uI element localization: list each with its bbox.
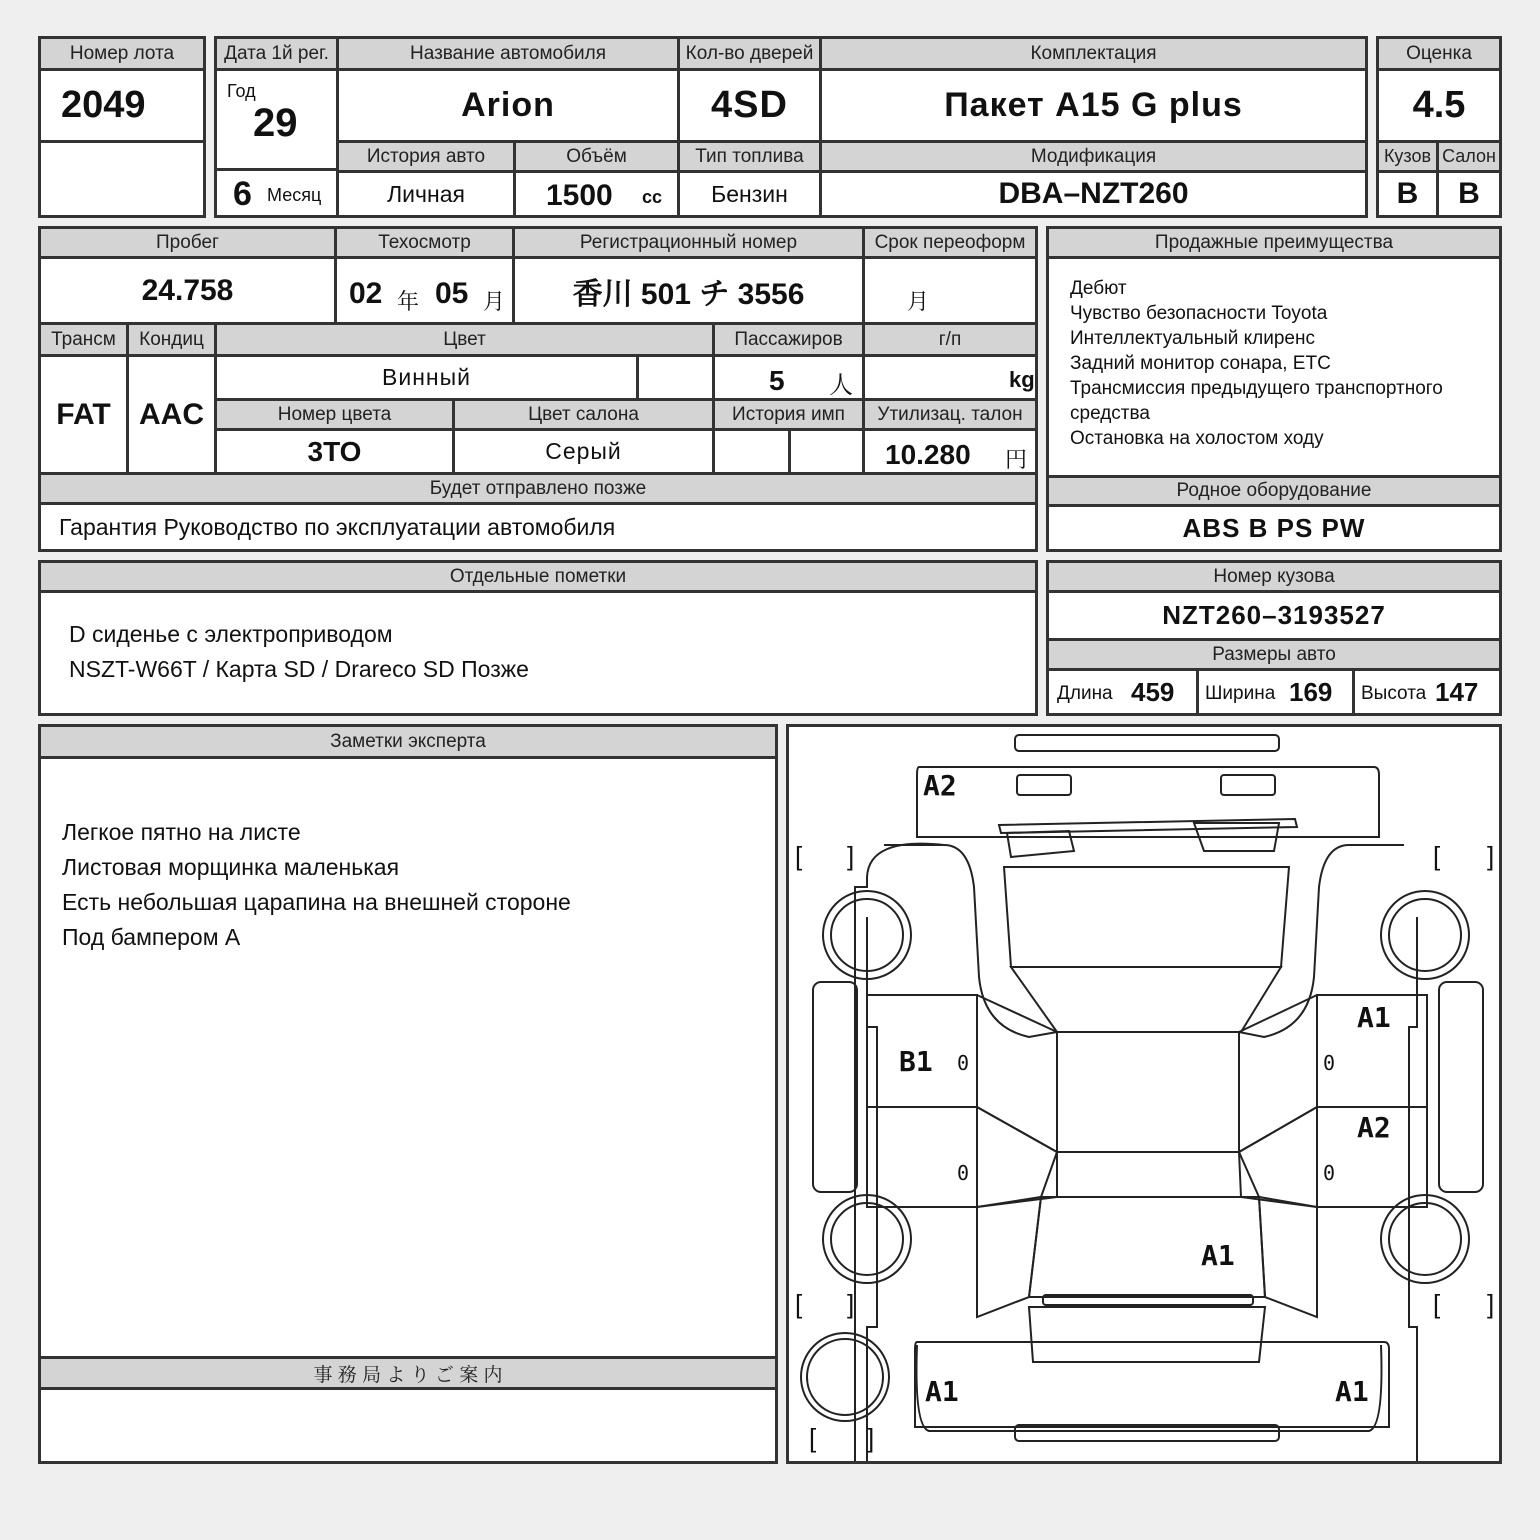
passengers-unit: 人 <box>829 372 853 399</box>
expert-line: Легкое пятно на листе <box>62 819 301 845</box>
import-history-label: История имп <box>715 401 865 431</box>
height-cell <box>1355 671 1499 713</box>
zero-marker: 0 <box>1323 1161 1336 1185</box>
car-name-label: Название автомобиля <box>339 39 680 71</box>
car-info-panel <box>214 36 1368 218</box>
inspection-year-unit: 年 <box>397 289 420 314</box>
registration-panel <box>38 226 1038 552</box>
selling-point: Задний монитор сонара, ETC <box>1070 353 1331 374</box>
height-label: Высота <box>1361 683 1427 704</box>
damage-mark: A2 <box>923 769 957 802</box>
score-value: 4.5 <box>1379 71 1499 143</box>
lot-label: Номер лота <box>41 39 203 71</box>
bracket-open: [ <box>809 1423 817 1453</box>
ac-value: AAC <box>129 357 217 475</box>
recycle-label: Утилизац. талон <box>865 401 1035 431</box>
selling-point: Чувство безопасности Toyota <box>1070 303 1328 324</box>
inspection-month: 05 <box>435 277 469 310</box>
equipment-label: Родное оборудование <box>1049 475 1499 507</box>
reg-number-label: Регистрационный номер <box>515 229 865 259</box>
selling-points-label: Продажные преимущества <box>1049 229 1499 259</box>
recycle-value: 10.280 <box>885 439 971 470</box>
chassis-panel <box>1046 560 1502 716</box>
rereg-cell <box>865 259 1035 325</box>
first-reg-month: 6 <box>233 175 252 213</box>
remark-line: NSZT-W66T / Карта SD / Drareco SD Позже <box>69 656 529 682</box>
length-value: 459 <box>1131 677 1175 707</box>
expert-line: Листовая морщинка маленькая <box>62 854 400 880</box>
zero-marker: 0 <box>957 1051 970 1075</box>
color-value: Винный <box>217 357 639 401</box>
body-score-value: B <box>1379 173 1439 215</box>
model-code-label: Модификация <box>822 143 1365 173</box>
first-reg-year-cell <box>217 71 339 171</box>
damage-mark: A1 <box>1357 1001 1391 1034</box>
transmission-label: Трансм <box>41 325 129 357</box>
displacement-unit: cc <box>642 187 663 207</box>
selling-point: Дебют <box>1070 278 1127 299</box>
interior-score-label: Салон <box>1439 143 1499 173</box>
width-label: Ширина <box>1205 683 1276 704</box>
rereg-month-unit: 月 <box>907 289 930 314</box>
expert-line: Есть небольшая царапина на внешней стороне <box>62 889 571 915</box>
selling-point: Остановка на холостом ходу <box>1070 428 1324 449</box>
selling-point: Трансмиссия предыдущего транспортного <box>1070 378 1443 399</box>
displacement-cell <box>516 173 680 215</box>
selling-point: Интеллектуальный клиренс <box>1070 328 1315 349</box>
reg-number-value: 香川 501 チ 3556 <box>515 259 865 325</box>
history-label: История авто <box>339 143 516 173</box>
bracket-close: ] <box>847 841 855 871</box>
selling-points-list <box>1070 276 1443 451</box>
lot-number: 2049 <box>41 71 203 143</box>
height-value: 147 <box>1435 677 1479 707</box>
history-value: Личная <box>339 173 516 215</box>
length-cell <box>1049 671 1199 713</box>
score-label: Оценка <box>1379 39 1499 71</box>
zero-marker: 0 <box>957 1161 970 1185</box>
length-label: Длина <box>1057 683 1113 704</box>
inspection-cell <box>337 259 515 325</box>
color-code-value: 3TO <box>217 431 455 475</box>
passengers-label: Пассажиров <box>715 325 865 357</box>
zero-marker: 0 <box>1323 1051 1336 1075</box>
later-value: Гарантия Руководство по эксплуатации автомобиля <box>59 513 616 540</box>
remarks-label: Отдельные пометки <box>41 563 1035 593</box>
rereg-label: Срок переоформ <box>865 229 1035 259</box>
inspection-month-unit: 月 <box>483 289 506 314</box>
lot-panel <box>38 36 206 218</box>
year-label: Год <box>227 81 256 101</box>
doors-value: 4SD <box>680 71 822 143</box>
displacement-label: Объём <box>516 143 680 173</box>
chassis-value: NZT260–3193527 <box>1049 593 1499 641</box>
capacity-cell <box>865 357 1035 401</box>
bracket-close: ] <box>867 1423 875 1453</box>
bracket-open: [ <box>1433 1289 1441 1319</box>
bracket-close: ] <box>847 1289 855 1319</box>
fuel-label: Тип топлива <box>680 143 822 173</box>
score-panel <box>1376 36 1502 218</box>
body-score-label: Кузов <box>1379 143 1439 173</box>
width-cell <box>1199 671 1355 713</box>
month-label: Месяц <box>267 185 322 205</box>
interior-color-value: Серый <box>455 431 715 475</box>
remarks-lines <box>69 617 529 687</box>
inspection-year: 02 <box>349 277 383 310</box>
import-history-cell-2 <box>791 431 865 475</box>
damage-diagram-panel <box>786 724 1502 1464</box>
expert-lines <box>62 815 571 955</box>
office-label: 事 務 局 よ り ご 案 内 <box>41 1356 775 1390</box>
damage-mark: A1 <box>1201 1239 1235 1272</box>
width-value: 169 <box>1289 677 1333 707</box>
selling-points-panel <box>1046 226 1502 552</box>
remarks-panel <box>38 560 1038 716</box>
bracket-close: ] <box>1487 841 1495 871</box>
capacity-unit: kg <box>1009 367 1035 392</box>
bracket-open: [ <box>795 841 803 871</box>
mileage-value: 24.758 <box>41 259 337 325</box>
bracket-open: [ <box>1433 841 1441 871</box>
car-diagram <box>789 727 1499 1461</box>
equipment-value: ABS B PS PW <box>1182 512 1366 543</box>
model-code-value: DBA–NZT260 <box>998 177 1189 210</box>
first-reg-year: 29 <box>253 101 298 145</box>
damage-mark: A1 <box>925 1375 959 1408</box>
selling-point: средства <box>1070 403 1150 424</box>
capacity-label: г/п <box>865 325 1035 357</box>
damage-mark: B1 <box>899 1045 933 1078</box>
remark-line: D сиденье с электроприводом <box>69 621 393 647</box>
transmission-value: FAT <box>41 357 129 475</box>
damage-mark: A2 <box>1357 1111 1391 1144</box>
mileage-label: Пробег <box>41 229 337 259</box>
car-name-value: Arion <box>339 71 680 143</box>
passengers-cell <box>715 357 865 401</box>
chassis-label: Номер кузова <box>1049 563 1499 593</box>
color-label: Цвет <box>217 325 715 357</box>
expert-line: Под бампером A <box>62 924 241 950</box>
first-reg-month-cell <box>217 171 339 215</box>
passengers-value: 5 <box>769 365 785 396</box>
color-extra-cell <box>639 357 715 401</box>
recycle-unit: 円 <box>1005 447 1028 472</box>
inspection-label: Техосмотр <box>337 229 515 259</box>
displacement-value: 1500 <box>546 179 613 212</box>
grade-value: Пакет A15 G plus <box>822 71 1365 143</box>
import-history-cell-1 <box>715 431 791 475</box>
interior-color-label: Цвет салона <box>455 401 715 431</box>
bracket-close: ] <box>1487 1289 1495 1319</box>
recycle-cell <box>865 431 1035 475</box>
expert-panel <box>38 724 778 1464</box>
doors-label: Кол-во дверей <box>680 39 822 71</box>
color-code-label: Номер цвета <box>217 401 455 431</box>
interior-score-value: B <box>1458 177 1480 210</box>
expert-label: Заметки эксперта <box>41 727 775 759</box>
dimensions-label: Размеры авто <box>1049 641 1499 671</box>
fuel-value: Бензин <box>680 173 822 215</box>
grade-label: Комплектация <box>822 39 1365 71</box>
first-reg-label: Дата 1й рег. <box>217 39 339 71</box>
damage-mark: A1 <box>1335 1375 1369 1408</box>
ac-label: Кондиц <box>129 325 217 357</box>
later-label: Будет отправлено позже <box>41 475 1035 505</box>
bracket-open: [ <box>795 1289 803 1319</box>
